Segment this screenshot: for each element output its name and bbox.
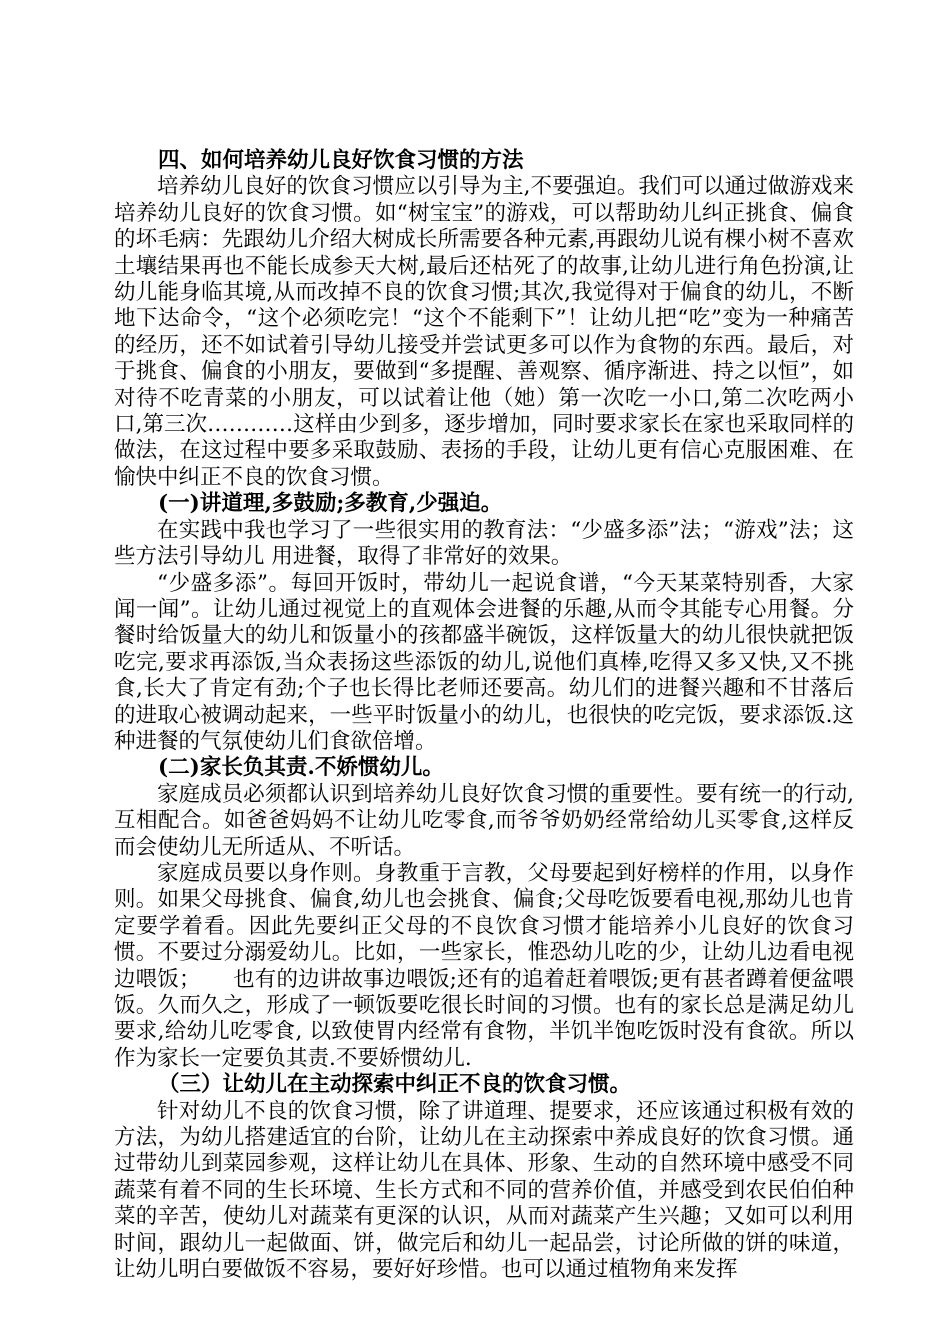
paragraph-active-exploration: 针对幼儿不良的饮食习惯，除了讲道理、提要求，还应该通过积极有效的方法，为幼儿搭建适宜的台阶，让幼儿在主动探索中养成良好的饮食习惯。通过带幼儿到菜园参观，这样让幼儿在具体、形象、生动的自然环境中感受不同蔬菜有着不同的生长环境、生长方式和不同的营养价值，并感受到农民伯伯种菜的辛苦，使幼儿对蔬菜有更深的认识，从而对蔬菜产生兴趣；又如可以利用时间，跟幼儿一起做面、饼，做完后和幼儿一起品尝，讨论所做的饼的味道，让幼儿明白要做饭不容易，要好好珍惜。也可以通过植物角来发挥: [114, 1098, 854, 1283]
paragraph-family-awareness: 家庭成员必须都认识到培养幼儿良好饮食习惯的重要性。要有统一的行动,互相配合。如爸爸妈妈不让幼儿吃零食,而爷爷奶奶经常给幼儿买零食,这样反而会使幼儿无所适从、不听话。: [114, 781, 854, 860]
paragraph-lead-by-example: 家庭成员要以身作则。身教重于言教，父母要起到好榜样的作用，以身作则。如果父母挑食、偏食,幼儿也会挑食、偏食;父母吃饭要看电视,那幼儿也肯定要学着看。因此先要纠正父母的不良饮食习惯才能培养小儿良好的饮食习惯。不要过分溺爱幼儿。比如，一些家长，惟恐幼儿吃的少，让幼儿边看电视边喂饭； 也有的边讲故事边喂饭;还有的追着赶着喂饭;更有甚者蹲着便盆喂饭。久而久之，形成了一顿饭要吃很长时间的习惯。也有的家长总是满足幼儿要求,给幼儿吃零食, 以致使胃内经常有食物，半饥半饱吃饭时没有食欲。所以作为家长一定要负其责.不要娇惯幼儿.: [114, 860, 854, 1071]
paragraph-intro: 培养幼儿良好的饮食习惯应以引导为主,不要强迫。我们可以通过做游戏来培养幼儿良好的饮食习惯。如“树宝宝”的游戏，可以帮助幼儿纠正挑食、偏食的坏毛病：先跟幼儿介绍大树成长所需要各种元素,再跟幼儿说有棵小树不喜欢土壤结果再也不能长成参天大树,最后还枯死了的故事,让幼儿进行角色扮演,让幼儿能身临其境,从而改掉不良的饮食习惯;其次,我觉得对于偏食的幼儿，不断地下达命令，“这个必须吃完！“这个不能剩下”！让幼儿把“吃”变为一种痛苦的经历，还不如试着引导幼儿接受并尝试更多可以作为食物的东西。最后，对于挑食、偏食的小朋友，要做到“多提醒、善观察、循序渐进、持之以恒”，如对待不吃青菜的小朋友，可以试着让他（她）第一次吃一小口,第二次吃两小口,第三次…………这样由少到多，逐步增加，同时要求家长在家也采取同样的做法，在这过程中要多采取鼓励、表扬的手段，让幼儿更有信心克服困难、在愉快中纠正不良的饮食习惯。: [114, 174, 854, 490]
section-heading-4: 四、如何培养幼儿良好饮食习惯的方法: [158, 148, 524, 173]
subsection-heading-2: (二)家长负其责.不娇惯幼儿。: [158, 755, 444, 781]
subsection-heading-3: （三）让幼儿在主动探索中纠正不良的饮食习惯。: [158, 1072, 632, 1098]
paragraph-less-serve-more-add: “少盛多添”。每回开饭时，带幼儿一起说食谱，“今天某菜特别香，大家闻一闻”。让幼儿通过视觉上的直观体会进餐的乐趣,从而令其能专心用餐。分餐时给饭量大的幼儿和饭量小的孩都盛半碗饭，这样饭量大的幼儿很快就把饭吃完,要求再添饭,当众表扬这些添饭的幼儿,说他们真棒,吃得又多又快,又不挑食,长大了肯定有劲;个子也长得比老师还要高。幼儿们的进餐兴趣和不甘落后的进取心被调动起来，一些平时饭量小的幼儿，也很快的吃完饭，要求添饭.这种进餐的气氛使幼儿们食欲倍增。: [114, 570, 854, 754]
paragraph-methods: 在实践中我也学习了一些很实用的教育法：“少盛多添”法；“游戏”法；这些方法引导幼儿 用进餐，取得了非常好的效果。: [114, 517, 854, 570]
document-page: [114, 148, 854, 1283]
subsection-heading-1: (一)讲道理,多鼓励;多教育,少强迫。: [158, 491, 503, 517]
